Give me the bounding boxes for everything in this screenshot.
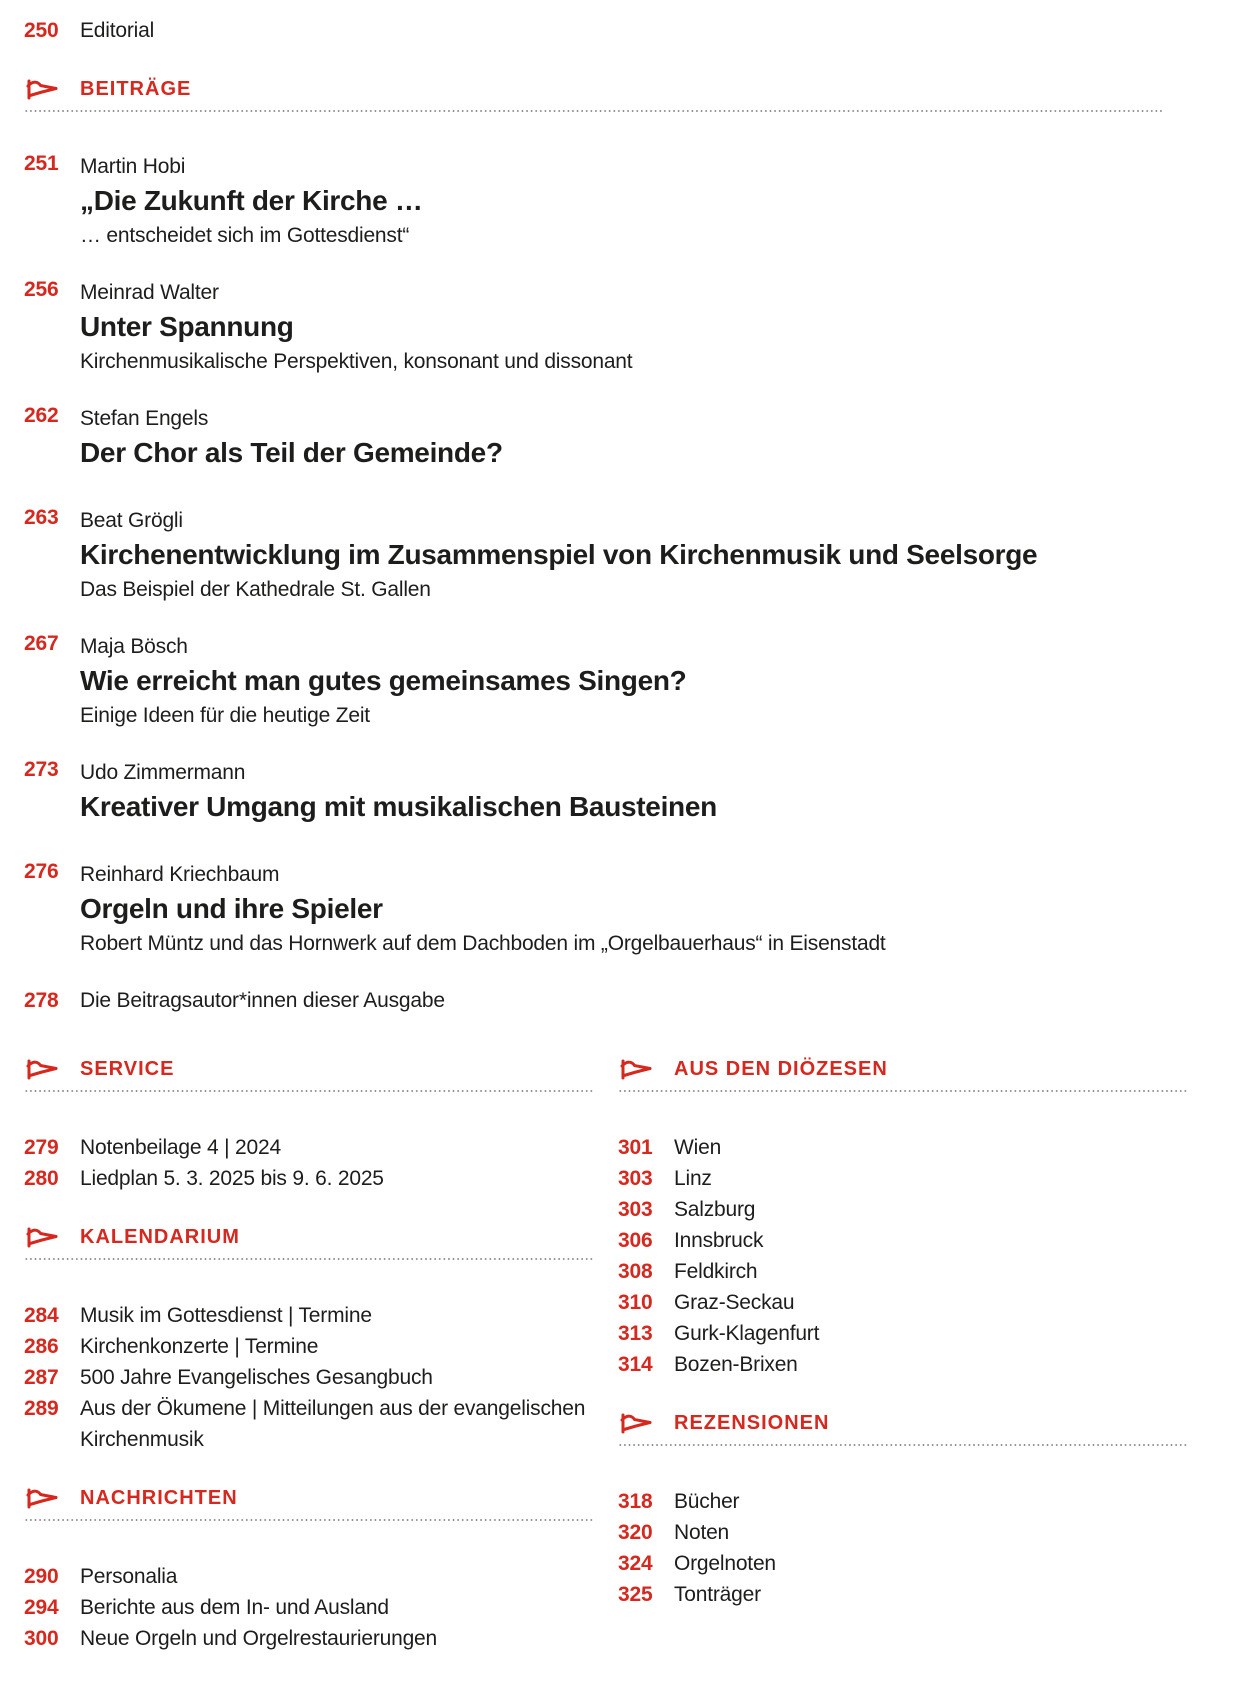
toc-subsection	[618, 1410, 1188, 1610]
article-subtitle: Kirchenmusikalische Perspektiven, konsonant und dissonant	[80, 350, 633, 373]
article-title: Wie erreicht man gutes gemeinsames Singen?	[80, 665, 687, 696]
article-page-number: 251	[24, 152, 59, 175]
toc-list-item	[618, 1194, 1188, 1225]
item-page-number: 314	[618, 1353, 653, 1376]
toc-article	[24, 632, 1163, 732]
item-page-number: 284	[24, 1304, 59, 1327]
toc-list-item	[24, 1300, 594, 1331]
article-subtitle: Einige Ideen für die heutige Zeit	[80, 704, 370, 727]
item-page-number: 303	[618, 1198, 653, 1221]
article-author: Reinhard Kriechbaum	[80, 863, 280, 886]
item-text: Bücher	[674, 1490, 740, 1513]
section-label: AUS DEN DIÖZESEN	[674, 1058, 888, 1080]
item-page-number: 306	[618, 1229, 653, 1252]
item-page-number: 310	[618, 1291, 653, 1314]
article-author: Stefan Engels	[80, 407, 209, 430]
dotted-rule	[24, 1090, 594, 1092]
item-text: Noten	[674, 1521, 730, 1544]
item-text: Innsbruck	[674, 1229, 764, 1252]
dotted-rule	[24, 110, 1163, 112]
item-page-number: 280	[24, 1167, 59, 1190]
toc-list-item	[618, 1256, 1188, 1287]
toc-list-item	[24, 1623, 594, 1654]
item-text: Orgelnoten	[674, 1552, 776, 1575]
item-text: Berichte aus dem In- und Ausland	[80, 1596, 389, 1619]
item-page-number: 279	[24, 1136, 59, 1159]
section-header	[24, 1056, 594, 1092]
item-text: Tonträger	[674, 1583, 761, 1606]
toc-subsection	[618, 1056, 1188, 1380]
toc-list-item	[24, 1132, 594, 1163]
section-header	[24, 1224, 594, 1260]
subsection-list	[618, 1132, 1188, 1380]
article-page-number: 273	[24, 758, 59, 781]
item-page-number: 287	[24, 1366, 59, 1389]
item-page-number: 290	[24, 1565, 59, 1588]
left-column	[24, 1056, 594, 1654]
item-page-number: 300	[24, 1627, 59, 1650]
authors-page-number: 278	[24, 989, 59, 1012]
editorial-label: Editorial	[80, 19, 155, 42]
item-text: Gurk-Klagenfurt	[674, 1322, 820, 1345]
pennant-marker-icon	[618, 1411, 674, 1436]
pennant-marker-icon	[618, 1057, 674, 1082]
subsection-list	[24, 1561, 594, 1654]
pennant-marker-icon	[24, 1057, 80, 1082]
article-title: Kreativer Umgang mit musikalischen Bausteinen	[80, 791, 717, 822]
article-author: Beat Grögli	[80, 509, 183, 532]
item-text: Neue Orgeln und Orgelrestaurierungen	[80, 1627, 438, 1650]
item-text: Aus der Ökumene | Mitteilungen aus der evangelischen Kirchenmusik	[80, 1397, 586, 1451]
item-page-number: 301	[618, 1136, 653, 1159]
item-text: Kirchenkonzerte | Termine	[80, 1335, 319, 1358]
item-text: Feldkirch	[674, 1260, 758, 1283]
dotted-rule	[618, 1090, 1188, 1092]
pennant-marker-icon	[24, 1486, 80, 1511]
article-author: Meinrad Walter	[80, 281, 219, 304]
item-page-number: 318	[618, 1490, 653, 1513]
authors-row	[24, 986, 1163, 1016]
pennant-marker-icon	[24, 1225, 80, 1250]
toc-article	[24, 506, 1163, 606]
toc-list-item	[618, 1318, 1188, 1349]
item-text: Wien	[674, 1136, 722, 1159]
subsection-list	[618, 1486, 1188, 1610]
toc-list-item	[24, 1362, 594, 1393]
item-text: Notenbeilage 4 | 2024	[80, 1136, 281, 1159]
article-page-number: 276	[24, 860, 59, 883]
toc-article	[24, 860, 1163, 960]
section-header	[618, 1056, 1188, 1092]
toc-list-item	[24, 1163, 594, 1194]
article-title: Der Chor als Teil der Gemeinde?	[80, 437, 503, 468]
dotted-rule	[24, 1258, 594, 1260]
toc-list-item	[618, 1579, 1188, 1610]
authors-label: Die Beitragsautor*innen dieser Ausgabe	[80, 989, 445, 1012]
toc-subsection	[24, 1485, 594, 1654]
item-text: Bozen-Brixen	[674, 1353, 798, 1376]
pennant-marker-icon	[24, 77, 80, 102]
editorial-page-number: 250	[24, 19, 59, 42]
item-page-number: 294	[24, 1596, 59, 1619]
article-title: Orgeln und ihre Spieler	[80, 893, 383, 924]
section-label: BEITRÄGE	[80, 78, 192, 100]
toc-article	[24, 758, 1163, 826]
toc-list-item	[24, 1393, 594, 1455]
subsection-list	[24, 1132, 594, 1194]
section-header	[24, 1485, 594, 1521]
item-text: Graz-Seckau	[674, 1291, 795, 1314]
subsection-list	[24, 1300, 594, 1455]
section-label: REZENSIONEN	[674, 1412, 830, 1434]
article-page-number: 263	[24, 506, 59, 529]
item-text: Salzburg	[674, 1198, 756, 1221]
articles-list	[24, 152, 1163, 960]
article-subtitle: … entscheidet sich im Gottesdienst“	[80, 224, 410, 247]
item-page-number: 325	[618, 1583, 653, 1606]
section-header	[24, 76, 1163, 112]
article-author: Maja Bösch	[80, 635, 188, 658]
toc-list-item	[618, 1548, 1188, 1579]
article-title: „Die Zukunft der Kirche …	[80, 185, 423, 216]
toc-list-item	[24, 1561, 594, 1592]
toc-list-item	[618, 1287, 1188, 1318]
toc-article	[24, 152, 1163, 252]
item-text: Personalia	[80, 1565, 178, 1588]
section-label: SERVICE	[80, 1058, 175, 1080]
toc-list-item	[618, 1163, 1188, 1194]
article-page-number: 256	[24, 278, 59, 301]
item-page-number: 313	[618, 1322, 653, 1345]
item-page-number: 303	[618, 1167, 653, 1190]
item-page-number: 320	[618, 1521, 653, 1544]
article-title: Kirchenentwicklung im Zusammenspiel von Kirchenmusik und Seelsorge	[80, 539, 1038, 570]
article-page-number: 262	[24, 404, 59, 427]
article-author: Udo Zimmermann	[80, 761, 246, 784]
bottom-columns	[24, 1056, 1163, 1654]
article-title: Unter Spannung	[80, 311, 294, 342]
right-column	[618, 1056, 1188, 1654]
dotted-rule	[24, 1519, 594, 1521]
article-subtitle: Robert Müntz und das Hornwerk auf dem Dachboden im „Orgelbauerhaus“ in Eisenstadt	[80, 932, 886, 955]
toc-article	[24, 278, 1163, 378]
editorial-row	[24, 16, 1163, 46]
item-page-number: 324	[618, 1552, 653, 1575]
item-text: Musik im Gottesdienst | Termine	[80, 1304, 372, 1327]
toc-subsection	[24, 1224, 594, 1455]
toc-list-item	[24, 1592, 594, 1623]
section-label: NACHRICHTEN	[80, 1487, 238, 1509]
article-subtitle: Das Beispiel der Kathedrale St. Gallen	[80, 578, 431, 601]
toc-list-item	[618, 1517, 1188, 1548]
item-text: Linz	[674, 1167, 712, 1190]
beitraege-section	[24, 76, 1163, 112]
toc-list-item	[618, 1132, 1188, 1163]
toc-subsection	[24, 1056, 594, 1194]
toc-list-item	[618, 1349, 1188, 1380]
toc-list-item	[24, 1331, 594, 1362]
item-text: Liedplan 5. 3. 2025 bis 9. 6. 2025	[80, 1167, 384, 1190]
toc-list-item	[618, 1225, 1188, 1256]
toc-article	[24, 404, 1163, 472]
section-label: KALENDARIUM	[80, 1226, 240, 1248]
section-header	[618, 1410, 1188, 1446]
article-author: Martin Hobi	[80, 155, 186, 178]
toc-list-item	[618, 1486, 1188, 1517]
dotted-rule	[618, 1444, 1188, 1446]
article-page-number: 267	[24, 632, 59, 655]
item-page-number: 286	[24, 1335, 59, 1358]
item-page-number: 289	[24, 1397, 59, 1420]
item-page-number: 308	[618, 1260, 653, 1283]
item-text: 500 Jahre Evangelisches Gesangbuch	[80, 1366, 433, 1389]
